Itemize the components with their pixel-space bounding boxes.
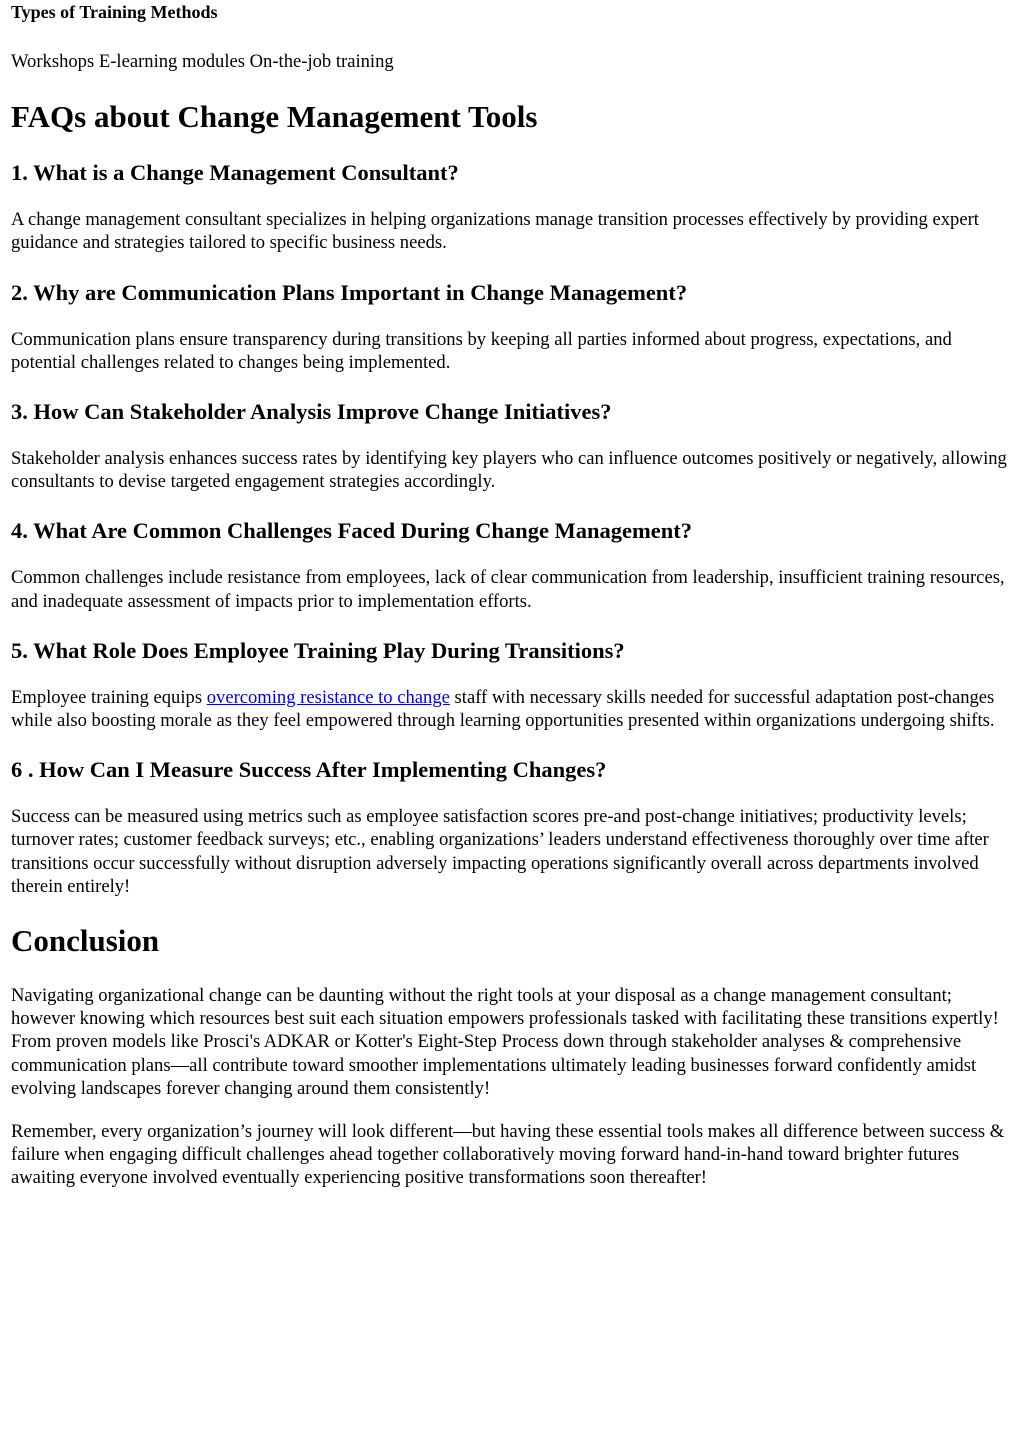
conclusion-paragraph-1: Navigating organizational change can be daunting without the right tools at your disposal as a change management consultant; however knowing which resources best suit each situation empowers professionals tasked with facilitating these transitions expertly! From proven models like Prosci's ADKAR or Kotter's Eight-Step Process down through stakeholder analyses & comprehensive communication plans—all contribute toward smoother implementations ultimately leading businesses forward confidently amidst evolving landscapes forever changing around them consistently! (11, 985, 999, 1099)
faq-answer-3: Stakeholder analysis enhances success rates by identifying key players who can influence outcomes positively or negatively, allowing consultants to devise targeted engagement strategies accordingly. (11, 448, 1007, 493)
overcoming-resistance-link[interactable]: overcoming resistance to change (206, 686, 450, 708)
conclusion-paragraph-2: Remember, every organization’s journey will look different—but having these essential tools makes all difference between success & failure when engaging difficult challenges ahead together collaboratively moving forward hand-in-hand toward brighter futures awaiting everyone involved eventually experiencing positive transformations soon thereafter! (11, 1121, 1005, 1189)
training-methods-list: Workshops E-learning modules On-the-job training (11, 51, 394, 72)
faq-answer-5 (11, 686, 1013, 732)
faq-answer-5-before: Employee training equips (11, 686, 207, 708)
faq-heading: FAQs about Change Management Tools (11, 99, 538, 135)
faq-question-2: 2. Why are Communication Plans Important in Change Management? (11, 279, 688, 305)
faq-question-1: 1. What is a Change Management Consultant? (11, 160, 459, 186)
faq-answer-1: A change management consultant specializes in helping organizations manage transition processes effectively by providing expert guidance and strategies tailored to specific business needs. (11, 209, 979, 254)
faq-question-6: 6 . How Can I Measure Success After Implementing Changes? (11, 757, 607, 783)
faq-answer-4: Common challenges include resistance from employees, lack of clear communication from leadership, insufficient training resources, and inadequate assessment of impacts prior to implementation efforts. (11, 567, 1005, 612)
faq-question-4: 4. What Are Common Challenges Faced During Change Management? (11, 518, 693, 544)
faq-question-5: 5. What Role Does Employee Training Play During Transitions? (11, 637, 625, 663)
faq-question-3: 3. How Can Stakeholder Analysis Improve Change Initiatives? (11, 399, 612, 425)
training-methods-heading: Types of Training Methods (11, 2, 218, 22)
faq-answer-6: Success can be measured using metrics such as employee satisfaction scores pre-and post-change initiatives; productivity levels; turnover rates; customer feedback surveys; etc., enabling organizations’ leaders understand effectiveness thoroughly over time after transitions occur successfully without disruption adversely impacting operations significantly overall across departments involved therein entirely! (11, 806, 989, 897)
faq-answer-2: Communication plans ensure transparency during transitions by keeping all parties informed about progress, expectations, and potential challenges related to changes being implemented. (11, 328, 952, 373)
conclusion-heading: Conclusion (11, 923, 160, 959)
faq-list (11, 159, 1013, 898)
faq-answer-5-after: staff with necessary skills needed for successful adaptation post-changes while also boosting morale as they feel empowered through learning opportunities presented within organizations undergoing shifts. (11, 686, 995, 732)
conclusion-section (11, 984, 1013, 1190)
